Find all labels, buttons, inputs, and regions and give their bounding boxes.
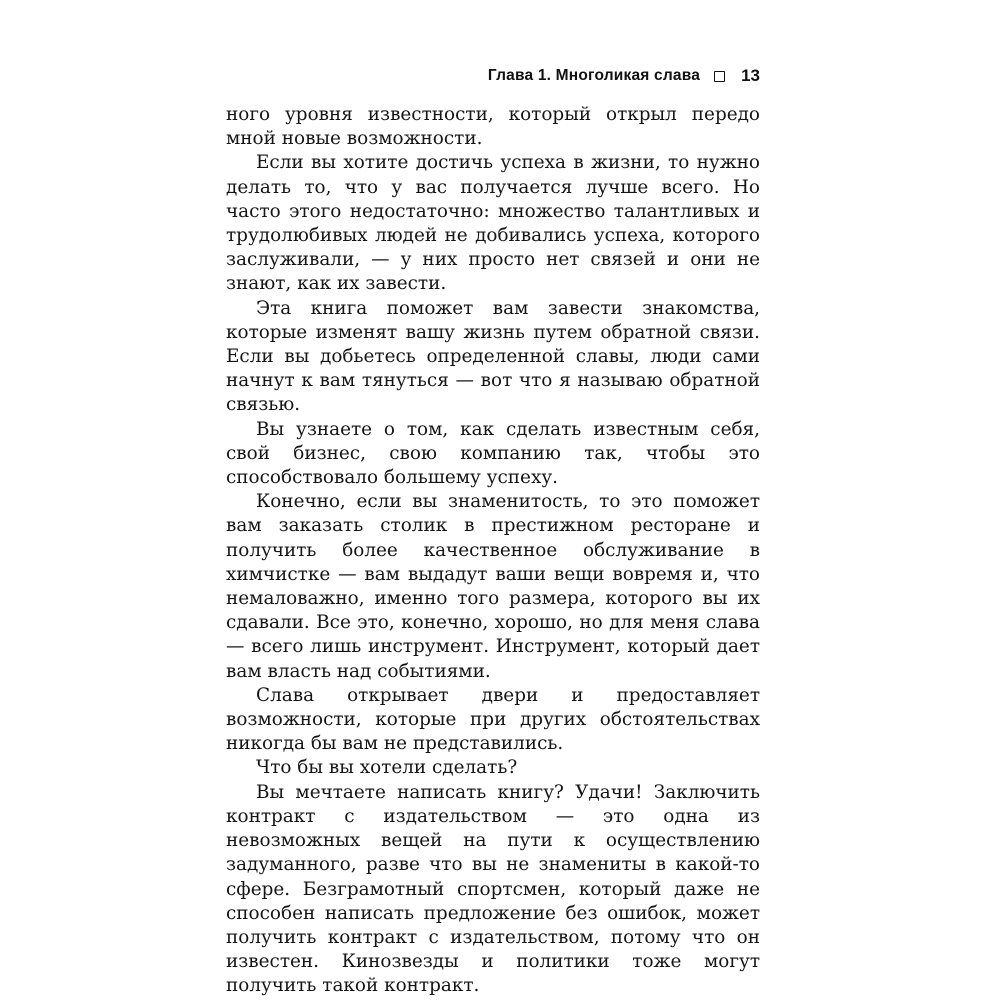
running-header [226, 66, 760, 86]
paragraph: Конечно, если вы знаменитость, то это поможет вам заказать столик в престижном ресторане и получить более качественное обслуживание в химчистке — вам выдадут ваши вещи вовремя и, что немаловажно, именно того размера, которого вы их сдавали. Все это, конечно, хорошо, но для меня слава — всего лишь инструмент. Инструмент, который дает вам власть над событиями. [226, 491, 760, 682]
paragraph: Если вы хотите достичь успеха в жизни, то нужно делать то, что у вас получается лучше всего. Но часто этого недостаточно: множество талантливых и трудолюбивых людей не добивались успеха, которого заслуживали, — у них просто нет связей и они не знают, как их завести. [226, 152, 760, 295]
paragraph: Эта книга поможет вам завести знакомства, которые изменят вашу жизнь путем обратной связи. Если вы добьетесь определенной славы, люди сами начнут к вам тянуться — вот что я называю обратной связью. [226, 297, 760, 416]
paragraph: Вы мечтаете написать книгу? Удачи! Заключить контракт с издательством — это одна из невозможных вещей на пути к осуществлению задуманного, разве что вы не знамениты в какой-то сфере. Безграмотный спортсмен, который даже не способен написать предложение без ошибок, может получить контракт с издательством, потому что он известен. Кинозвезды и политики тоже могут получить такой контракт. [226, 781, 760, 997]
chapter-title: Глава 1. Многоликая слава [487, 67, 701, 84]
page-number: 13 [741, 66, 760, 85]
paragraph: Что бы вы хотели сделать? [256, 757, 518, 779]
paragraph: Вы узнаете о том, как сделать известным себя, свой бизнес, свою компанию так, чтобы это способствовало большему успеху. [226, 418, 760, 489]
paragraph: ного уровня известности, который открыл передо мной новые возможности. [226, 104, 760, 150]
square-icon [714, 71, 725, 82]
paragraph: Слава открывает двери и предоставляет возможности, которые при других обстоятельствах никогда бы вам не представились. [226, 684, 760, 755]
body-text [226, 103, 760, 999]
